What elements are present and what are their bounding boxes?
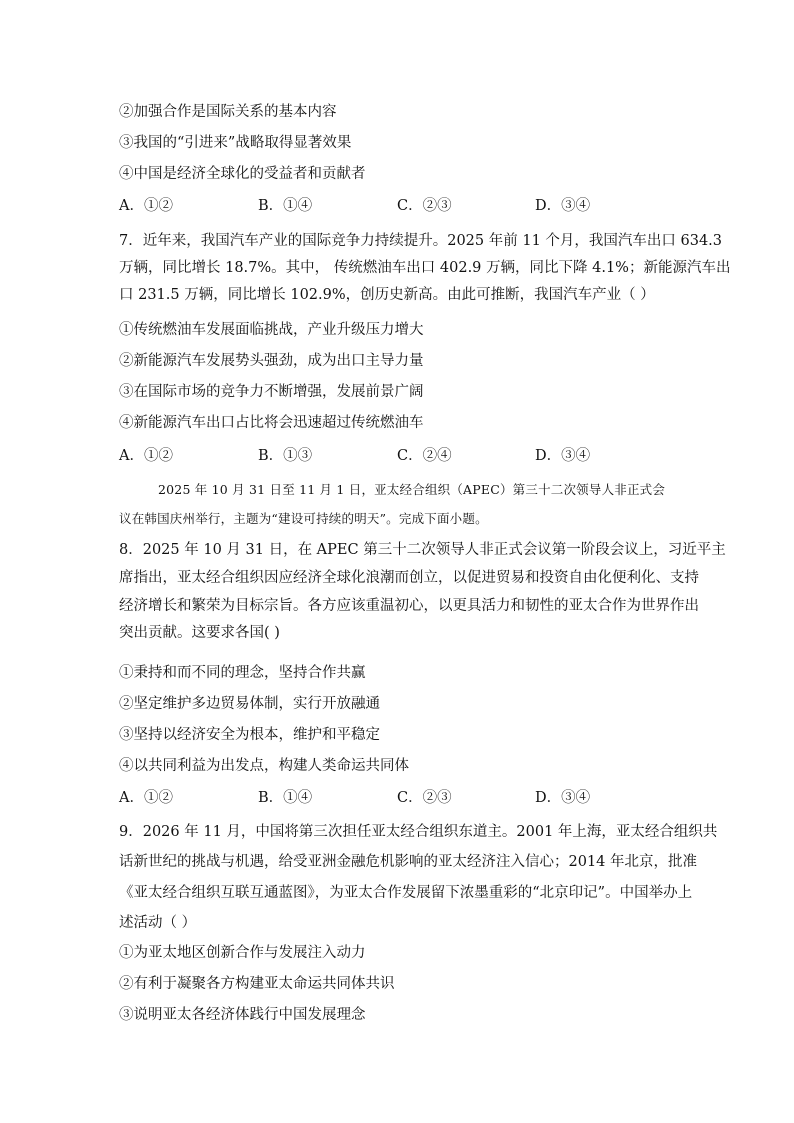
q9-stem-line-2: 话新世纪的挑战与机遇，给受亚洲金融危机影响的亚太经济注入信心；2014 年北京，批准 [119,854,698,870]
q6-statement-3: ③我国的“引进来”战略取得显著效果 [119,135,352,151]
q6-option-a: A．①② [119,198,173,214]
q9-stem-line-4: 述活动（ ） [119,915,197,931]
q9-statement-1: ①为亚太地区创新合作与发展注入动力 [119,945,366,961]
q6-option-c: C．②③ [397,198,452,214]
q6-option-b: B．①④ [258,198,313,214]
q7-option-d: D．③④ [535,448,591,464]
material-line-2: 议在韩国庆州举行，主题为“建设可持续的明天”。完成下面小题。 [119,511,488,526]
q8-statement-1: ①秉持和而不同的理念，坚持合作共赢 [119,665,366,681]
q8-stem-line-3: 经济增长和繁荣为目标宗旨。各方应该重温初心，以更具活力和韧性的亚太合作为世界作出 [119,598,699,614]
q7-statement-2: ②新能源汽车发展势头强劲，成为出口主导力量 [119,353,424,369]
q8-stem-line-2: 席指出，亚太经合组织因应经济全球化浪潮而创立，以促进贸易和投资自由化便利化、支持 [119,570,699,586]
q8-stem-line-4: 突出贡献。这要求各国( ) [119,625,280,641]
q9-stem-line-1: 9．2026 年 11 月，中国将第三次担任亚太经合组织东道主。2001 年上海，亚太经合组织共 [119,824,718,840]
q7-statement-1: ①传统燃油车发展面临挑战，产业升级压力增大 [119,322,424,338]
q8-option-c: C．②③ [397,790,452,806]
q6-statement-4: ④中国是经济全球化的受益者和贡献者 [119,166,366,182]
q8-statement-3: ③坚持以经济安全为根本，维护和平稳定 [119,727,380,743]
q7-stem-line-1: 7．近年来，我国汽车产业的国际竞争力持续提升。2025 年前 11 个月，我国汽车出口 634.3 [119,233,723,249]
q7-statement-4: ④新能源汽车出口占比将会迅速超过传统燃油车 [119,415,424,431]
q7-option-c: C．②④ [397,448,452,464]
q8-option-b: B．①④ [258,790,313,806]
q8-statement-2: ②坚定维护多边贸易体制，实行开放融通 [119,696,380,712]
q8-stem-line-1: 8．2025 年 10 月 31 日，在 APEC 第三十二次领导人非正式会议第一阶段会议上，习近平主 [119,542,726,558]
q9-stem-line-3: 《亚太经合组织互联互通蓝图》，为亚太合作发展留下浓墨重彩的“北京印记”。中国举办上 [119,885,693,901]
q7-option-a: A．①② [119,448,173,464]
q7-statement-3: ③在国际市场的竞争力不断增强，发展前景广阔 [119,384,424,400]
material-line-1: 2025 年 10 月 31 日至 11 月 1 日，亚太经合组织（APEC）第三十二次领导人非正式会 [158,482,666,497]
q8-option-d: D．③④ [535,790,591,806]
q7-stem-line-3: 口 231.5 万辆，同比增长 102.9%，创历史新高。由此可推断，我国汽车产业（ ） [119,287,655,303]
q9-statement-2: ②有利于凝聚各方构建亚太命运共同体共识 [119,976,395,992]
q9-statement-3: ③说明亚太各经济体践行中国发展理念 [119,1007,366,1023]
q8-statement-4: ④以共同利益为出发点，构建人类命运共同体 [119,758,409,774]
q7-option-b: B．①③ [258,448,313,464]
q6-option-d: D．③④ [535,198,591,214]
q7-stem-line-2: 万辆，同比增长 18.7%。其中， 传统燃油车出口 402.9 万辆，同比下降 4.1%；新能源汽车出 [119,260,731,276]
q8-option-a: A．①② [119,790,173,806]
q6-statement-2: ②加强合作是国际关系的基本内容 [119,104,337,120]
